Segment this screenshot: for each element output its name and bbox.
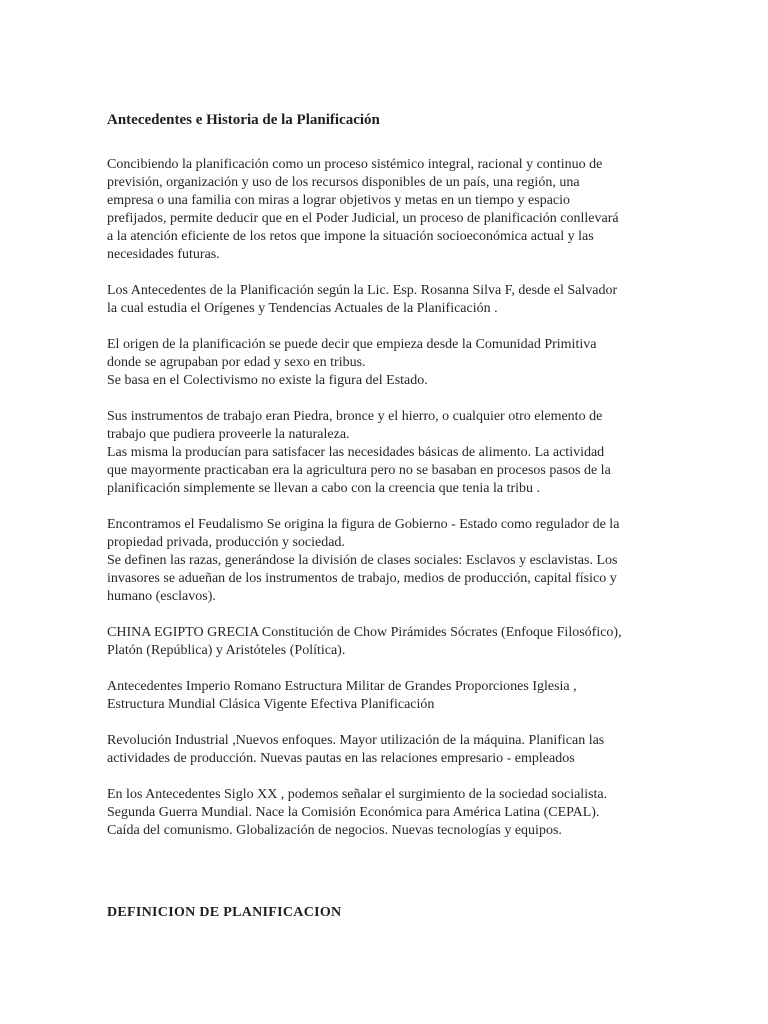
text-line: previsión, organización y uso de los recursos disponibles de un país, una región, una bbox=[107, 175, 580, 190]
section-heading: DEFINICION DE PLANIFICACION bbox=[107, 904, 342, 920]
text-line: empresa o una familia con miras a lograr objetivos y metas en un tiempo y espacio bbox=[107, 193, 571, 208]
paragraph-antecedentes bbox=[107, 282, 667, 318]
text-line: donde se agrupaban por edad y sexo en tribus. bbox=[107, 355, 366, 370]
text-line: actividades de producción. Nuevas pautas en las relaciones empresario - empleados bbox=[107, 751, 575, 766]
document-body bbox=[107, 110, 667, 858]
text-line: a la atención eficiente de los retos que impone la situación socioeconómica actual y las bbox=[107, 229, 594, 244]
text-line: humano (esclavos). bbox=[107, 589, 216, 604]
text-line: Estructura Mundial Clásica Vigente Efectiva Planificación bbox=[107, 697, 435, 712]
text-line: Segunda Guerra Mundial. Nace la Comisión Económica para América Latina (CEPAL). bbox=[107, 805, 600, 820]
text-line: Sus instrumentos de trabajo eran Piedra, bronce y el hierro, o cualquier otro elemento de bbox=[107, 409, 603, 424]
text-line: prefijados, permite deducir que en el Poder Judicial, un proceso de planificación conllevará bbox=[107, 211, 619, 226]
document-title: Antecedentes e Historia de la Planificación bbox=[107, 112, 380, 128]
text-line: planificación simplemente se llevan a cabo con la creencia que tenia la tribu . bbox=[107, 481, 541, 496]
text-line: Las misma la producían para satisfacer las necesidades básicas de alimento. La actividad bbox=[107, 445, 605, 460]
text-line: que mayormente practicaban era la agricultura pero no se basaban en procesos pasos de la bbox=[107, 463, 611, 478]
text-line: Encontramos el Feudalismo Se origina la figura de Gobierno - Estado como regulador de la bbox=[107, 517, 620, 532]
text-line: Los Antecedentes de la Planificación según la Lic. Esp. Rosanna Silva F, desde el Salvador bbox=[107, 283, 618, 298]
text-line: Revolución Industrial ,Nuevos enfoques. Mayor utilización de la máquina. Planifican las bbox=[107, 733, 605, 748]
paragraph-feudalismo bbox=[107, 516, 667, 606]
text-line: trabajo que pudiera proveerle la naturaleza. bbox=[107, 427, 350, 442]
text-line: En los Antecedentes Siglo XX , podemos señalar el surgimiento de la sociedad socialista. bbox=[107, 787, 608, 802]
text-line: El origen de la planificación se puede decir que empieza desde la Comunidad Primitiva bbox=[107, 337, 597, 352]
text-line: Se definen las razas, generándose la división de clases sociales: Esclavos y esclavistas. Los bbox=[107, 553, 618, 568]
text-line: Antecedentes Imperio Romano Estructura Militar de Grandes Proporciones Iglesia , bbox=[107, 679, 577, 694]
text-line: Caída del comunismo. Globalización de negocios. Nuevas tecnologías y equipos. bbox=[107, 823, 562, 838]
paragraph-revolucion-industrial bbox=[107, 732, 667, 768]
paragraph-imperio-romano bbox=[107, 678, 667, 714]
paragraph-definition bbox=[107, 156, 667, 264]
text-line: propiedad privada, producción y sociedad. bbox=[107, 535, 345, 550]
text-line: Platón (República) y Aristóteles (Política). bbox=[107, 643, 346, 658]
text-line: necesidades futuras. bbox=[107, 247, 220, 262]
paragraph-origen bbox=[107, 336, 667, 390]
text-line: invasores se adueñan de los instrumentos de trabajo, medios de producción, capital físico y bbox=[107, 571, 617, 586]
text-line: CHINA EGIPTO GRECIA Constitución de Chow Pirámides Sócrates (Enfoque Filosófico), bbox=[107, 625, 622, 640]
text-line: Concibiendo la planificación como un proceso sistémico integral, racional y continuo de bbox=[107, 157, 603, 172]
text-line: Se basa en el Colectivismo no existe la figura del Estado. bbox=[107, 373, 428, 388]
paragraph-siglo-xx bbox=[107, 786, 667, 840]
paragraph-instrumentos bbox=[107, 408, 667, 498]
text-line: la cual estudia el Orígenes y Tendencias Actuales de la Planificación . bbox=[107, 301, 498, 316]
paragraph-china-egipto-grecia bbox=[107, 624, 667, 660]
